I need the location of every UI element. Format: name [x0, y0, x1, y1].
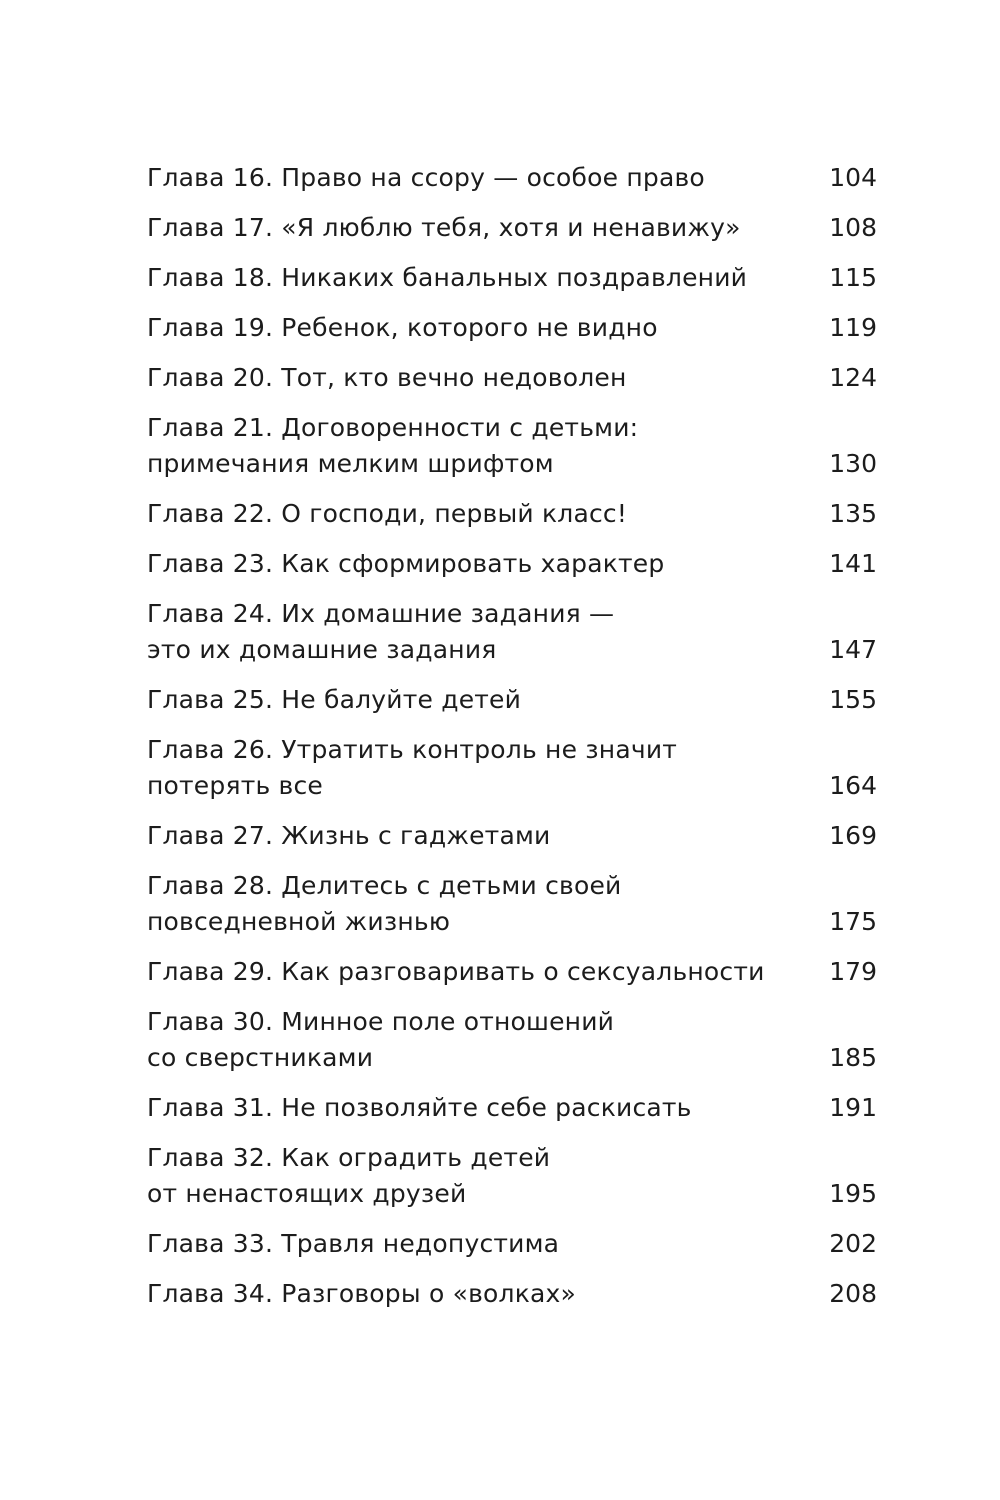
toc-entry-page: 202 — [829, 1229, 877, 1258]
toc-entry — [147, 1004, 877, 1076]
toc-entry — [147, 160, 877, 196]
toc-entry-page: 164 — [829, 771, 877, 800]
toc-entry-title: Глава 28. Делитесь с детьми своей — [147, 871, 622, 900]
toc-entry-title: Глава 16. Право на ссору — особое право — [147, 163, 705, 192]
toc-entry — [147, 210, 877, 246]
toc-entry — [147, 596, 877, 668]
toc-entry-page: 124 — [829, 363, 877, 392]
toc-entry-title: Глава 29. Как разговаривать о сексуальности — [147, 957, 765, 986]
toc-entry-title: Глава 34. Разговоры о «волках» — [147, 1279, 577, 1308]
toc-entry-title-continued: потерять все — [147, 771, 323, 800]
toc-entry-title: Глава 21. Договоренности с детьми: — [147, 413, 639, 442]
toc-entry-page: 130 — [829, 449, 877, 478]
toc-entry-title: Глава 30. Минное поле отношений — [147, 1007, 615, 1036]
toc-entry — [147, 1276, 877, 1312]
toc-entry-page: 185 — [829, 1043, 877, 1072]
toc-entry-title-continued: повседневной жизнью — [147, 907, 451, 936]
toc-entry — [147, 496, 877, 532]
toc-entry-page: 119 — [829, 313, 877, 342]
toc-entry — [147, 682, 877, 718]
toc-entry-title: Глава 23. Как сформировать характер — [147, 549, 665, 578]
toc-entry-page: 104 — [829, 163, 877, 192]
toc-entry-page: 195 — [829, 1179, 877, 1208]
toc-entry-title-continued: от ненастоящих друзей — [147, 1179, 467, 1208]
toc-entry-title: Глава 33. Травля недопустима — [147, 1229, 560, 1258]
toc-entry-title: Глава 18. Никаких банальных поздравлений — [147, 263, 748, 292]
toc-entry-page: 169 — [829, 821, 877, 850]
toc-entry — [147, 868, 877, 940]
toc-entry-title-continued: это их домашние задания — [147, 635, 497, 664]
toc-entry-title-continued: со сверстниками — [147, 1043, 374, 1072]
toc-entry — [147, 1226, 877, 1262]
toc-entry-page: 155 — [829, 685, 877, 714]
toc-entry — [147, 1140, 877, 1212]
toc-entry-title: Глава 20. Тот, кто вечно недоволен — [147, 363, 627, 392]
toc-entry-title: Глава 22. О господи, первый класс! — [147, 499, 628, 528]
toc-entry — [147, 410, 877, 482]
toc-entry — [147, 818, 877, 854]
toc-entry-title: Глава 25. Не балуйте детей — [147, 685, 522, 714]
toc-entry-title: Глава 17. «Я люблю тебя, хотя и ненавижу» — [147, 213, 741, 242]
toc-entry-title-continued: примечания мелким шрифтом — [147, 449, 554, 478]
toc-entry-page: 108 — [829, 213, 877, 242]
toc-entry — [147, 260, 877, 296]
toc-entry — [147, 546, 877, 582]
toc-entry — [147, 732, 877, 804]
toc-entry — [147, 310, 877, 346]
toc-entry-title: Глава 24. Их домашние задания — — [147, 599, 615, 628]
toc-entry-page: 115 — [829, 263, 877, 292]
toc-entry-page: 141 — [829, 549, 877, 578]
toc-entry-title: Глава 26. Утратить контроль не значит — [147, 735, 678, 764]
toc-entry-page: 191 — [829, 1093, 877, 1122]
toc-entry-page: 208 — [829, 1279, 877, 1308]
toc-entry-title: Глава 32. Как оградить детей — [147, 1143, 551, 1172]
toc-entry-page: 135 — [829, 499, 877, 528]
toc-entry-page: 179 — [829, 957, 877, 986]
toc-entry — [147, 954, 877, 990]
toc-entry — [147, 360, 877, 396]
toc-entry-page: 147 — [829, 635, 877, 664]
toc-entry-title: Глава 19. Ребенок, которого не видно — [147, 313, 658, 342]
toc-entry-title: Глава 31. Не позволяйте себе раскисать — [147, 1093, 692, 1122]
toc-entry — [147, 1090, 877, 1126]
toc-entry-title: Глава 27. Жизнь с гаджетами — [147, 821, 551, 850]
table-of-contents — [147, 160, 877, 1326]
toc-entry-page: 175 — [829, 907, 877, 936]
